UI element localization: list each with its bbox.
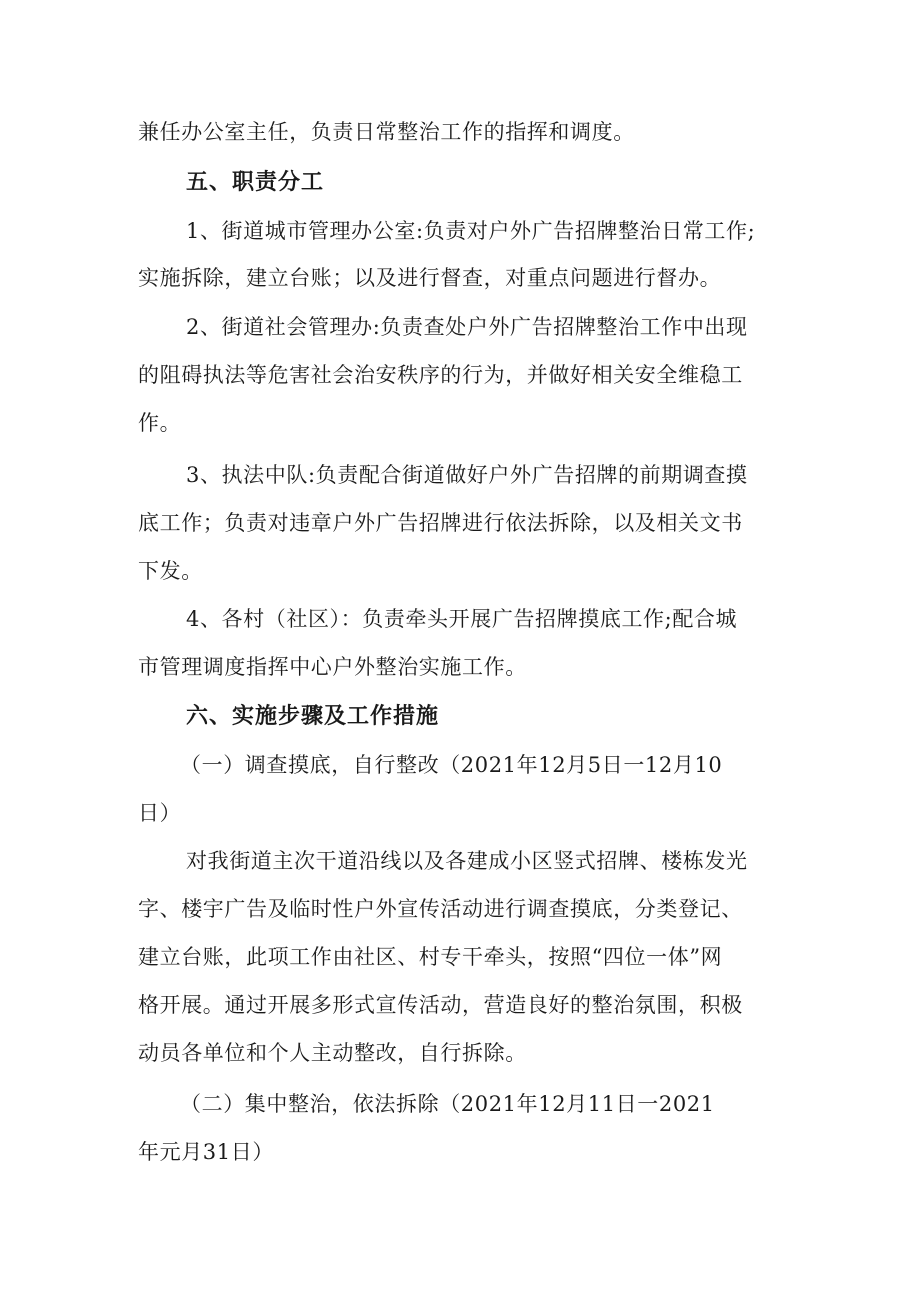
paragraph-line: 动员各单位和个人主动整改，自行拆除。 xyxy=(138,1041,527,1065)
paragraph-line: 4、各村（社区）：负责牵头开展广告招牌摸底工作;配合城 xyxy=(186,607,738,631)
paragraph-line: 下发。 xyxy=(138,559,203,583)
section-heading-steps: 六、实施步骤及工作措施 xyxy=(186,704,440,729)
paragraph-line: （一）调查摸底，自行整改（2021年12月5日一12月10 xyxy=(180,753,723,777)
paragraph-line: 市管理调度指挥中心户外整治实施工作。 xyxy=(138,655,527,679)
paragraph-line: 兼任办公室主任，负责日常整治工作的指挥和调度。 xyxy=(138,120,635,144)
paragraph-line: 的阻碍执法等危害社会治安秩序的行为，并做好相关安全维稳工 xyxy=(138,363,743,387)
paragraph-line: 底工作；负责对违章户外广告招牌进行依法拆除，以及相关文书 xyxy=(138,511,743,535)
paragraph-line: 对我街道主次干道沿线以及各建成小区竖式招牌、楼栋发光 xyxy=(186,849,748,873)
paragraph-line: 3、执法中队:负责配合街道做好户外广告招牌的前期调查摸 xyxy=(186,463,748,487)
paragraph-line: 作。 xyxy=(138,411,182,435)
paragraph-line: 字、楼宇广告及临时性户外宣传活动进行调查摸底，分类登记、 xyxy=(138,897,743,921)
paragraph-line: 格开展。通过开展多形式宣传活动，营造良好的整治氛围，积极 xyxy=(138,993,743,1017)
paragraph-line: 1、街道城市管理办公室:负责对户外广告招牌整治日常工作; xyxy=(186,219,756,243)
paragraph-line: 建立台账，此项工作由社区、村专干牵头，按照“四位一体”网 xyxy=(138,945,723,969)
paragraph-line: 2、街道社会管理办:负责查处户外广告招牌整治工作中出现 xyxy=(186,315,748,339)
paragraph-line: 实施拆除，建立台账；以及进行督查，对重点问题进行督办。 xyxy=(138,266,722,290)
paragraph-line: 年元月31日） xyxy=(138,1140,274,1164)
paragraph-line: 日） xyxy=(138,801,182,825)
section-heading-duties: 五、职责分工 xyxy=(186,170,325,195)
paragraph-line: （二）集中整治，依法拆除（2021年12月11日一2021 xyxy=(180,1092,715,1116)
